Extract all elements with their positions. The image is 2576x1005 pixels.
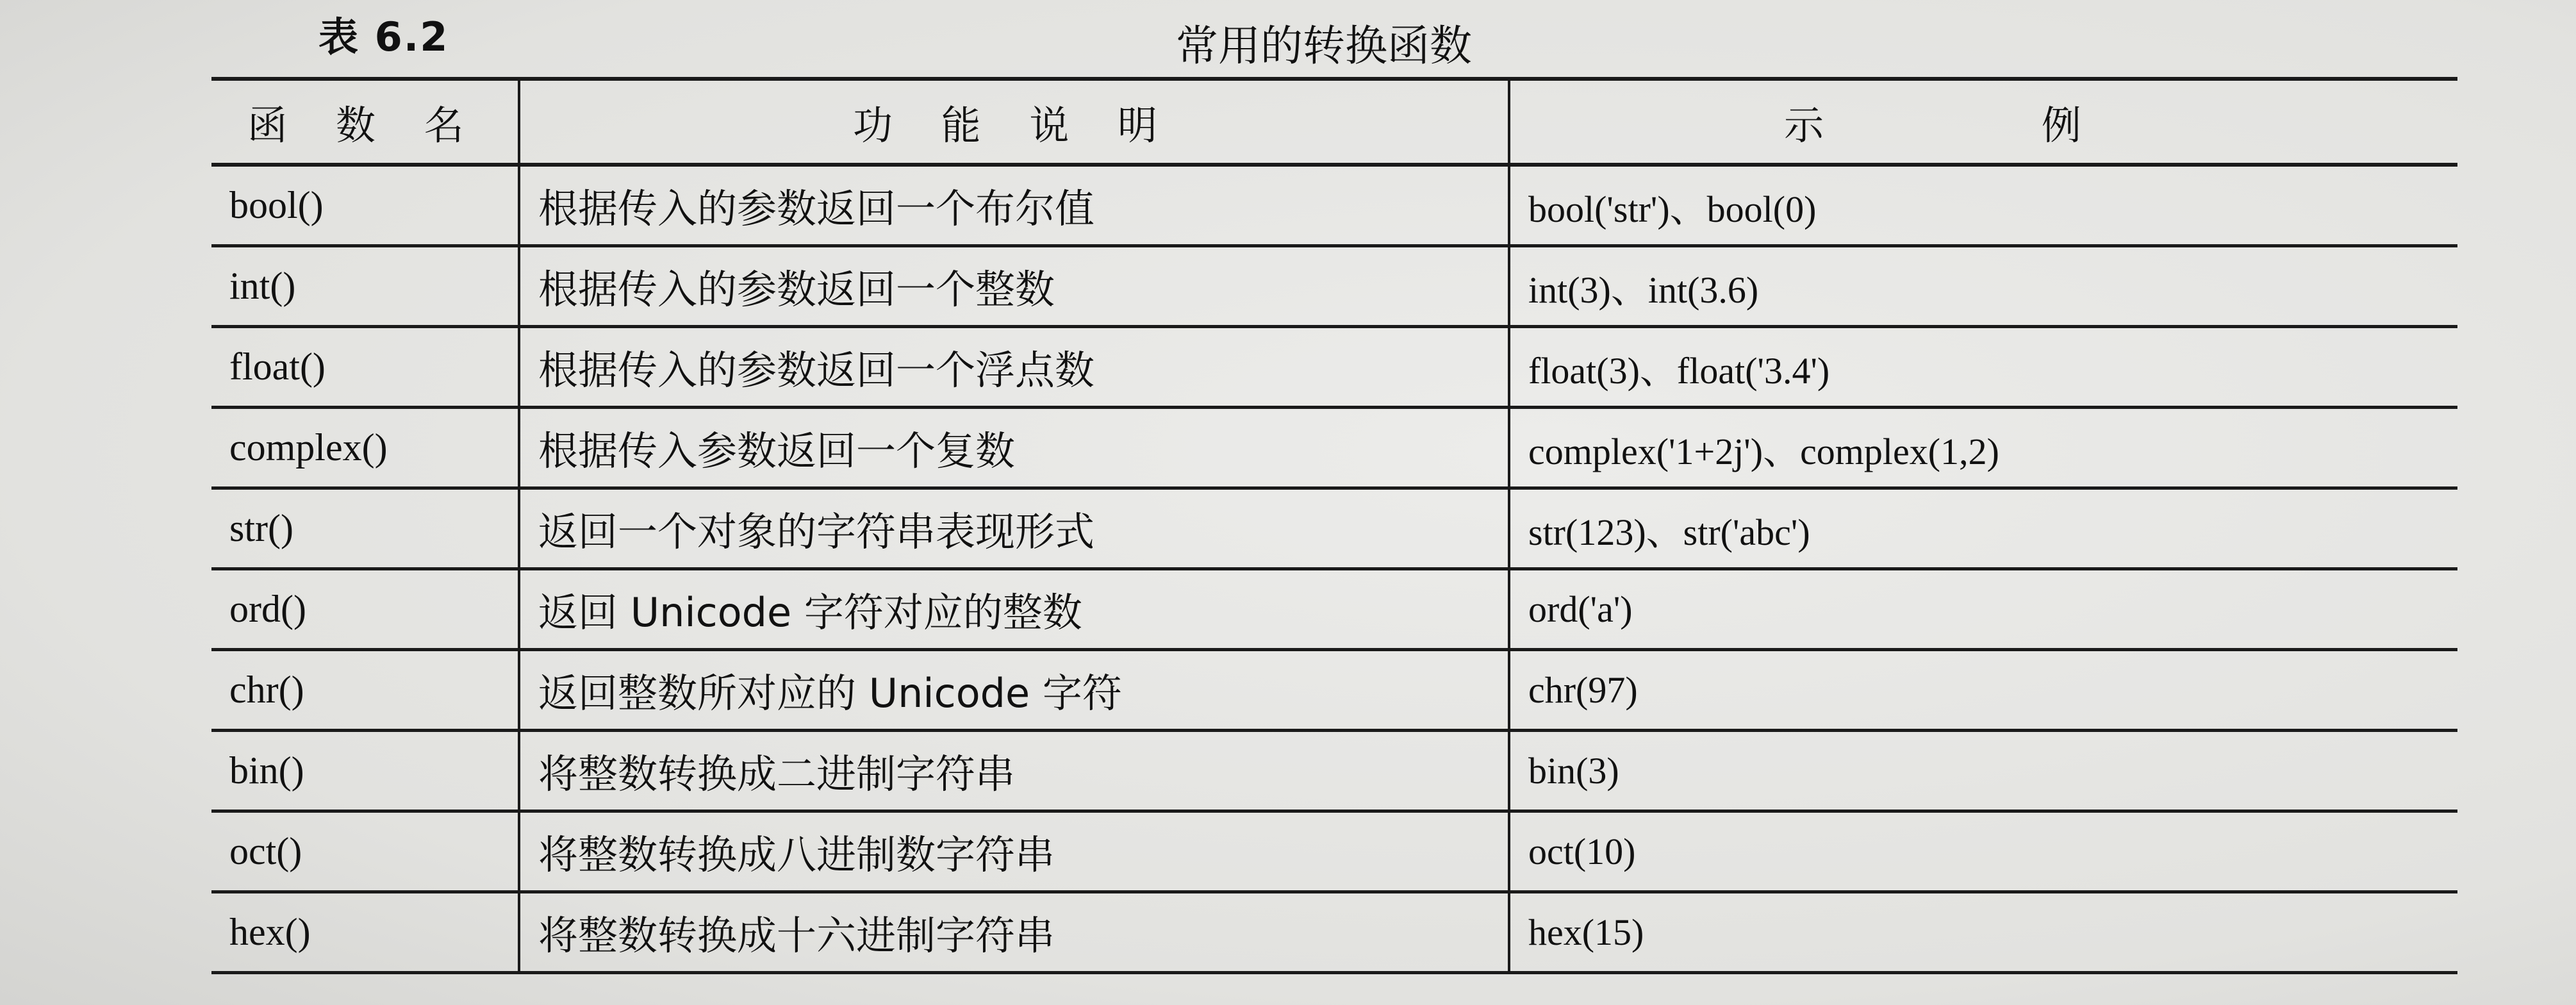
table-row <box>211 811 2457 892</box>
header-description: 功 能 说 明 <box>519 79 1509 165</box>
function-name-cell: bin() <box>211 731 519 811</box>
function-name-cell: ord() <box>211 569 519 650</box>
description-cell: 根据传入参数返回一个复数 <box>519 408 1509 488</box>
function-name-cell: oct() <box>211 811 519 892</box>
example-cell: bin(3) <box>1509 731 2457 811</box>
table-row <box>211 246 2457 327</box>
table-row <box>211 488 2457 569</box>
example-cell: str(123)、str('abc') <box>1509 488 2457 569</box>
table-row <box>211 408 2457 488</box>
description-cell: 返回 Unicode 字符对应的整数 <box>519 569 1509 650</box>
example-cell: chr(97) <box>1509 650 2457 731</box>
example-cell: hex(15) <box>1509 892 2457 973</box>
function-name-cell: bool() <box>211 165 519 246</box>
description-cell: 将整数转换成八进制数字符串 <box>519 811 1509 892</box>
example-cell: oct(10) <box>1509 811 2457 892</box>
table-row <box>211 165 2457 246</box>
description-cell: 返回整数所对应的 Unicode 字符 <box>519 650 1509 731</box>
conversion-functions-table <box>211 77 2457 974</box>
header-function-name: 函 数 名 <box>211 79 519 165</box>
function-name-cell: hex() <box>211 892 519 973</box>
table-title: 常用的转换函数 <box>1176 21 1472 71</box>
function-name-cell: int() <box>211 246 519 327</box>
description-cell: 将整数转换成二进制字符串 <box>519 731 1509 811</box>
description-cell: 根据传入的参数返回一个浮点数 <box>519 327 1509 408</box>
header-example: 示 例 <box>1509 79 2457 165</box>
table-row <box>211 650 2457 731</box>
table-number: 表 6.2 <box>318 13 449 60</box>
function-name-cell: float() <box>211 327 519 408</box>
example-cell: int(3)、int(3.6) <box>1509 246 2457 327</box>
table-row <box>211 892 2457 973</box>
function-name-cell: complex() <box>211 408 519 488</box>
example-cell: complex('1+2j')、complex(1,2) <box>1509 408 2457 488</box>
table-row <box>211 731 2457 811</box>
example-cell: float(3)、float('3.4') <box>1509 327 2457 408</box>
example-cell: bool('str')、bool(0) <box>1509 165 2457 246</box>
description-cell: 将整数转换成十六进制字符串 <box>519 892 1509 973</box>
description-cell: 根据传入的参数返回一个整数 <box>519 246 1509 327</box>
description-cell: 根据传入的参数返回一个布尔值 <box>519 165 1509 246</box>
table-row <box>211 327 2457 408</box>
function-name-cell: chr() <box>211 650 519 731</box>
table-header-row <box>211 79 2457 165</box>
description-cell: 返回一个对象的字符串表现形式 <box>519 488 1509 569</box>
function-name-cell: str() <box>211 488 519 569</box>
example-cell: ord('a') <box>1509 569 2457 650</box>
table-row <box>211 569 2457 650</box>
